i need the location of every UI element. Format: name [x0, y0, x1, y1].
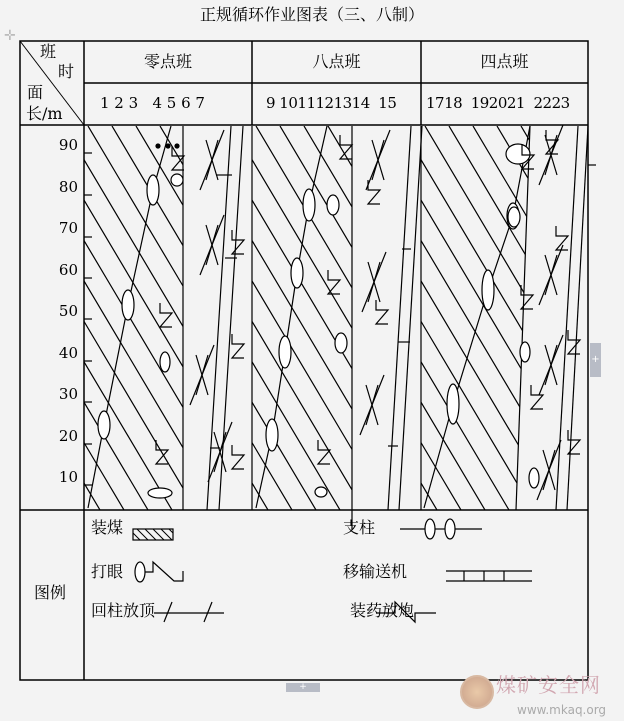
- shift-name-0: 零点班: [143, 52, 192, 71]
- hatch-line: [281, 126, 509, 510]
- hatch-line: [425, 126, 624, 510]
- corner-time-label: 时: [58, 62, 75, 81]
- watermark-url: www.mkaq.org: [517, 703, 607, 717]
- drilling-ellipse: [266, 419, 278, 451]
- hatch-line: [208, 126, 436, 510]
- hatch-line: [377, 126, 605, 510]
- conveyor-line: [207, 126, 231, 510]
- legend-label-conveyor: 移输送机: [343, 562, 408, 581]
- dot-marker: [166, 144, 170, 148]
- drilling-ellipse: [303, 189, 315, 221]
- drilling-ellipse: [327, 195, 339, 215]
- shift-hours-2: 1718 192021 2223: [426, 94, 570, 112]
- y-tick-label: 80: [58, 178, 78, 196]
- hatch-line: [352, 126, 580, 510]
- blasting-zigzag: [521, 285, 533, 309]
- drilling-ellipse: [447, 384, 459, 424]
- prop-withdrawal-line: [200, 130, 224, 190]
- y-tick-label: 20: [58, 427, 78, 445]
- legend-label-prop: 支柱: [343, 518, 376, 537]
- drilling-ellipse: [160, 352, 170, 372]
- legend-label-coal-loading: 装煤: [91, 518, 124, 537]
- prop-withdrawal-legend-icon: [164, 602, 172, 622]
- chart-title: 正规循环作业图表（三、八制）: [199, 5, 424, 24]
- prop-withdrawal-line: [360, 375, 384, 435]
- drilling-ellipse: [529, 468, 539, 488]
- add-row-button[interactable]: +: [286, 683, 320, 692]
- corner-length-label: 长/m: [26, 104, 63, 123]
- conveyor-line: [219, 126, 243, 510]
- move-handle-icon[interactable]: ✛: [4, 28, 16, 44]
- shift-name-1: 八点班: [312, 52, 361, 71]
- legend-label-drilling: 打眼: [91, 562, 124, 581]
- y-tick-label: 90: [58, 136, 78, 154]
- drilling-legend-icon: [135, 562, 145, 582]
- y-tick-label: 30: [58, 385, 78, 403]
- drilling-ellipse: [335, 333, 347, 353]
- legend-label-blasting: 装药放炮: [350, 601, 415, 620]
- hatch-line: [497, 126, 624, 510]
- hatch-line: [161, 126, 389, 510]
- shift-hours-1: 9 1011121314 15: [266, 94, 397, 112]
- drilling-ellipse: [315, 487, 327, 497]
- drilling-ellipse: [279, 336, 291, 368]
- blasting-zigzag: [232, 230, 244, 254]
- conveyor-line: [567, 126, 588, 510]
- drilling-ellipse: [148, 488, 172, 498]
- prop-legend-icon: [445, 519, 455, 539]
- watermark-logo-icon: [460, 675, 494, 709]
- drilling-ellipse: [291, 258, 303, 288]
- y-tick-label: 50: [58, 302, 78, 320]
- drilling-ellipse: [122, 290, 134, 320]
- y-tick-label: 10: [58, 468, 78, 486]
- hatch-line: [160, 126, 388, 510]
- hatch-line: [257, 126, 485, 510]
- y-tick-label: 60: [58, 261, 78, 279]
- hatch-line: [353, 126, 581, 510]
- add-column-button[interactable]: +: [590, 343, 601, 377]
- drilling-ellipse: [147, 175, 159, 205]
- drilling-ellipse: [98, 411, 110, 439]
- hatch-line: [0, 126, 220, 510]
- prop-withdrawal-line: [200, 215, 224, 275]
- drilling-ellipse: [171, 174, 183, 186]
- y-tick-label: 40: [58, 344, 78, 362]
- hatch-line: [328, 126, 556, 510]
- coal-loading-boundary: [516, 126, 530, 510]
- hatch-line: [184, 126, 412, 510]
- conveyor-line: [399, 126, 422, 510]
- shift-name-2: 四点班: [480, 52, 529, 71]
- hatch-line: [233, 126, 461, 510]
- coal-loading-legend-icon: [133, 529, 173, 540]
- legend-title: 图例: [34, 583, 67, 602]
- prop-withdrawal-legend-icon: [204, 602, 212, 622]
- hatch-line: [473, 126, 624, 510]
- prop-withdrawal-line: [190, 345, 214, 405]
- hatch-line: [521, 126, 624, 510]
- blasting-zigzag: [232, 334, 244, 358]
- prop-withdrawal-line: [539, 125, 563, 185]
- dot-marker: [175, 144, 179, 148]
- blasting-zigzag: [568, 330, 580, 354]
- drilling-ellipse: [508, 207, 520, 227]
- blasting-zigzag: [160, 303, 172, 327]
- hatch-line: [401, 126, 624, 510]
- y-tick-label: 70: [58, 219, 78, 237]
- blasting-zigzag: [368, 180, 380, 204]
- conveyor-line: [556, 126, 578, 510]
- legend-label-prop-withdrawal: 回柱放顶: [91, 601, 156, 620]
- hatch-line: [0, 126, 220, 510]
- watermark-name: 煤矿安全网: [496, 673, 601, 697]
- dot-marker: [156, 144, 160, 148]
- prop-legend-icon: [425, 519, 435, 539]
- conveyor-line: [388, 126, 411, 510]
- blasting-zigzag: [232, 445, 244, 469]
- hatch-line: [232, 126, 460, 510]
- drilling-ellipse: [482, 270, 494, 310]
- prop-withdrawal-line: [366, 130, 390, 190]
- blasting-zigzag: [376, 300, 388, 324]
- drilling-ellipse: [506, 144, 530, 164]
- shift-hours-0: 1 2 3 4 5 6 7: [100, 94, 205, 112]
- prop-withdrawal-line: [539, 245, 563, 305]
- corner-face-label: 面: [27, 83, 44, 102]
- drilling-legend-icon: [145, 562, 183, 581]
- prop-withdrawal-line: [539, 335, 563, 395]
- prop-withdrawal-line: [362, 252, 386, 312]
- corner-shift-label: 班: [40, 42, 57, 61]
- drilling-ellipse: [520, 342, 530, 362]
